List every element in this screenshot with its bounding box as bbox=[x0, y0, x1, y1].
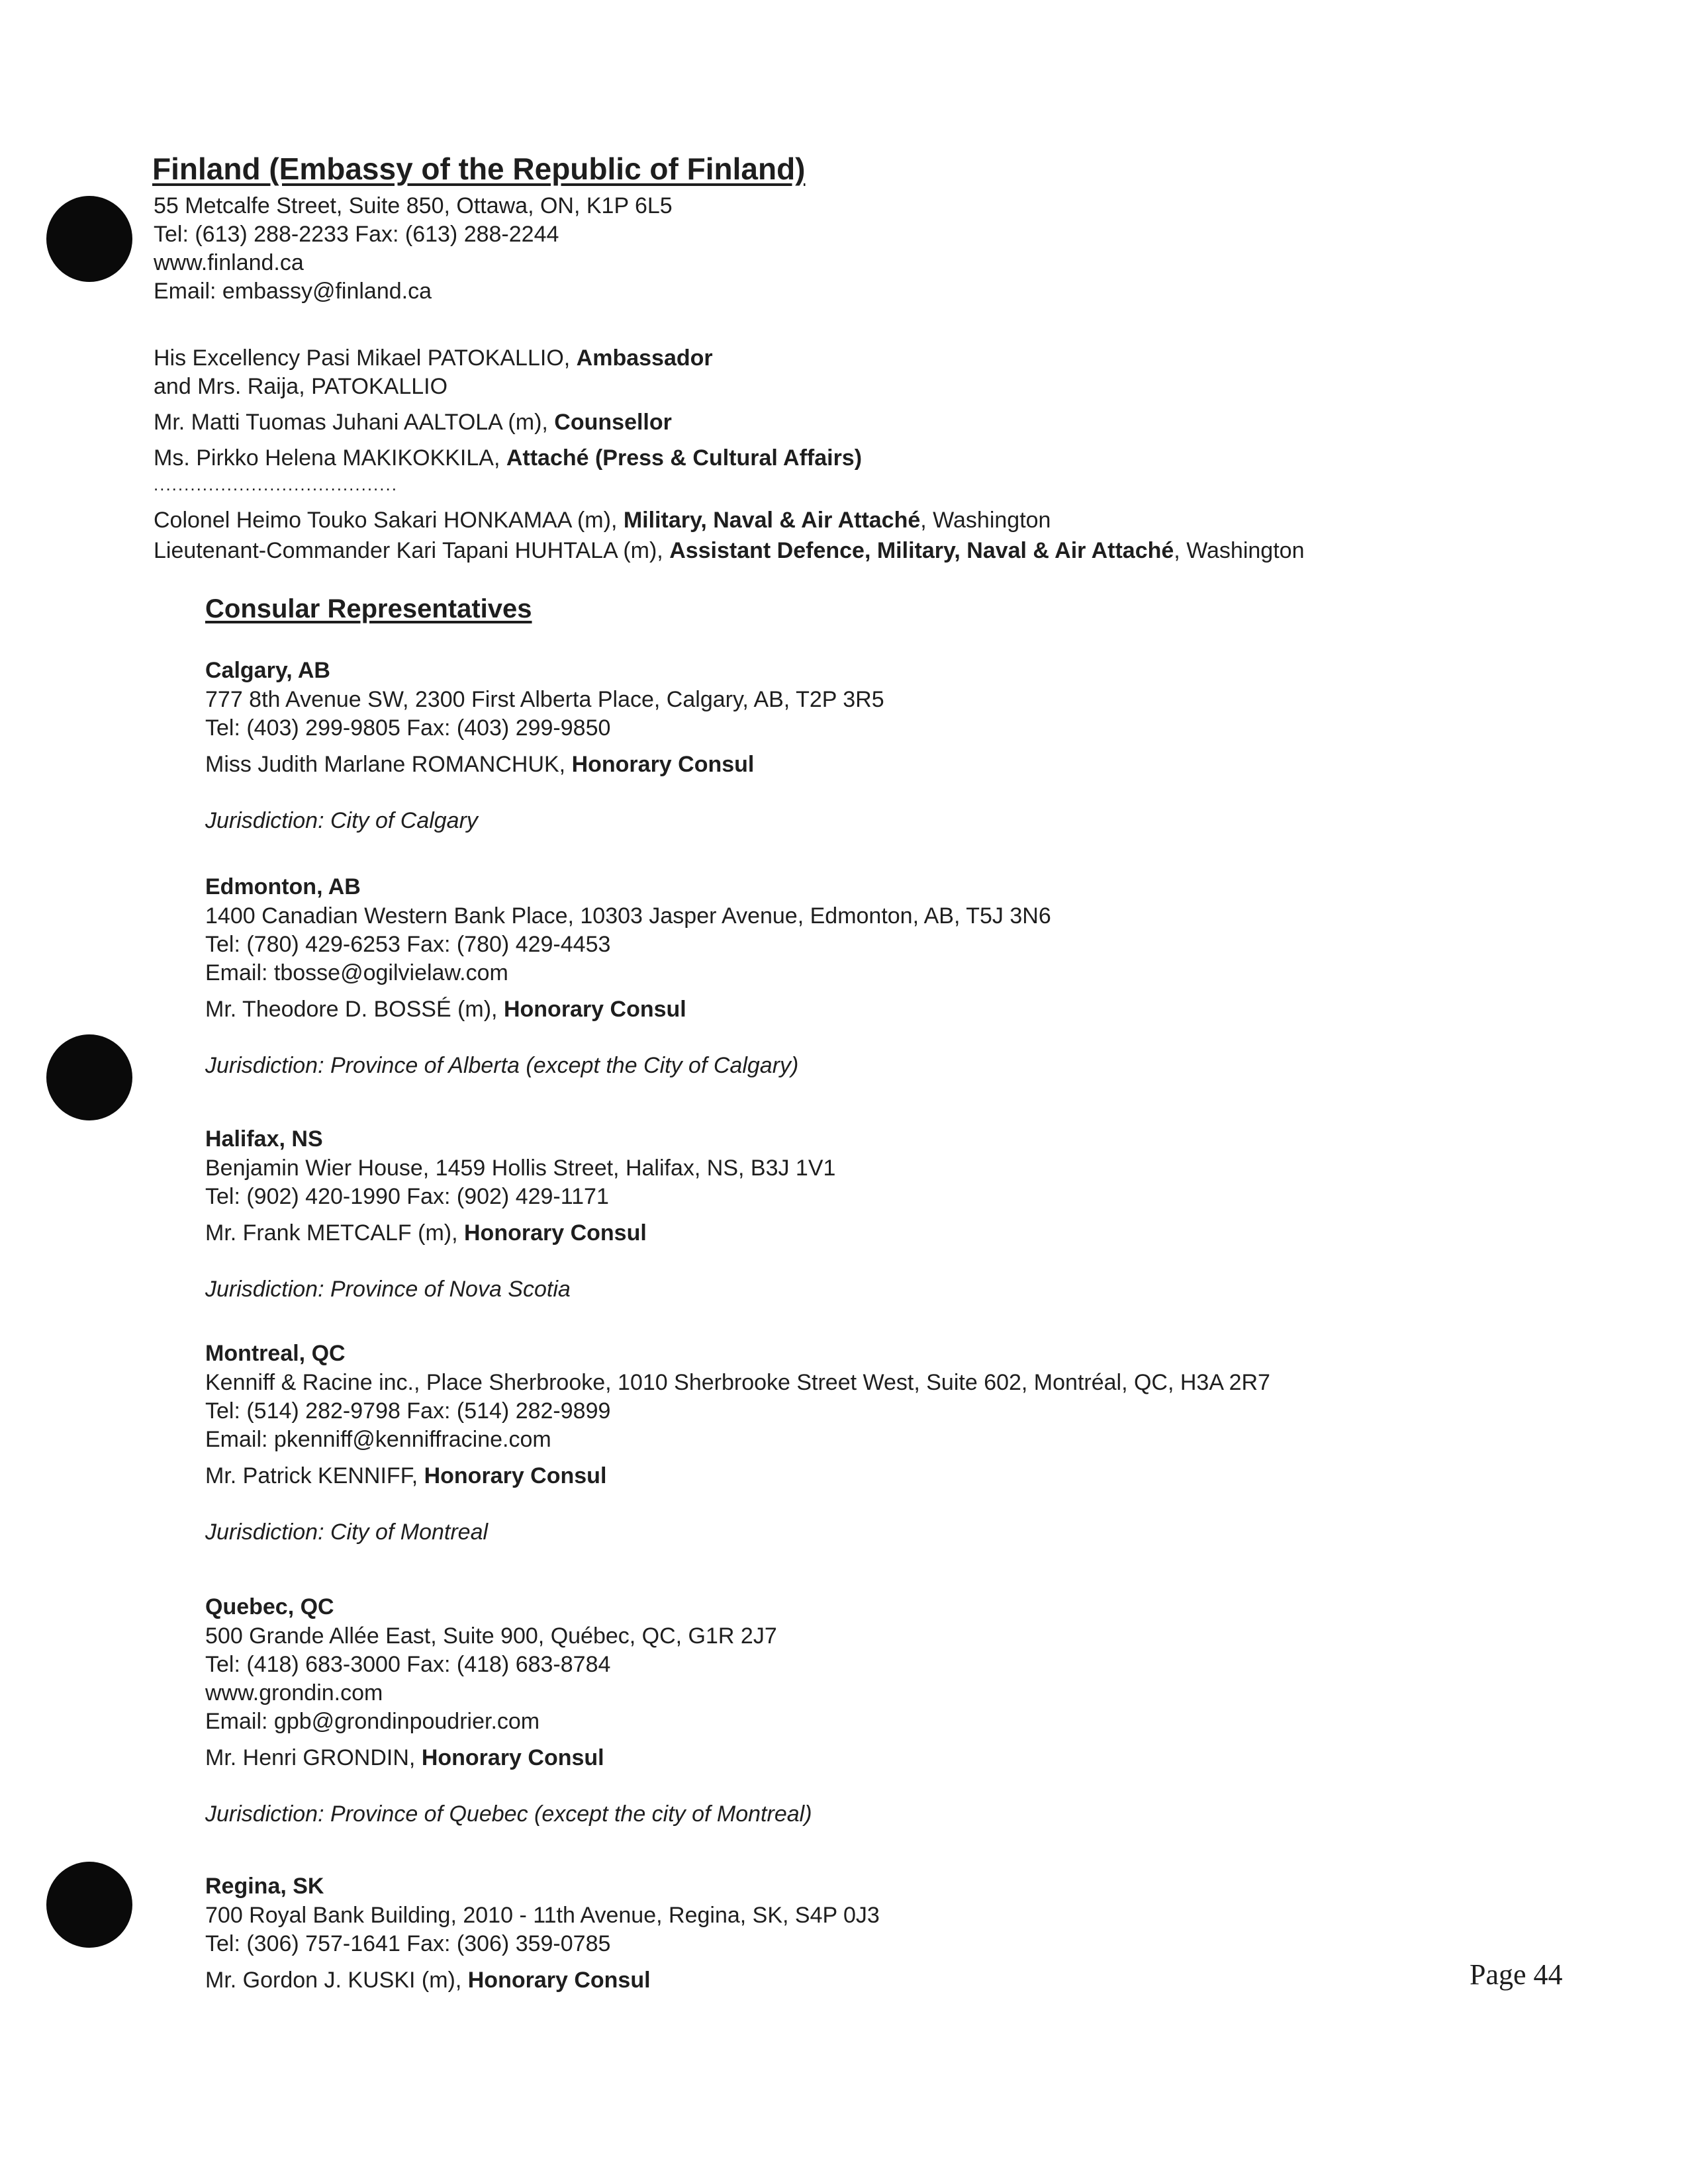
consulate-address: Benjamin Wier House, 1459 Hollis Street, Halifax, NS, B3J 1V1 bbox=[205, 1156, 836, 1181]
consulate-tel-fax: Tel: (403) 299-9805 Fax: (403) 299-9850 bbox=[205, 715, 611, 741]
consulate-email: Email: gpb@grondinpoudrier.com bbox=[205, 1709, 540, 1734]
punch-hole bbox=[46, 196, 132, 282]
embassy-address: 55 Metcalfe Street, Suite 850, Ottawa, ON, K1P 6L5 bbox=[154, 193, 673, 218]
embassy-website: www.finland.ca bbox=[154, 250, 304, 275]
attache-name: Lieutenant-Commander Kari Tapani HUHTALA (m), bbox=[154, 538, 670, 563]
consulate-tel-fax: Tel: (418) 683-3000 Fax: (418) 683-8784 bbox=[205, 1652, 611, 1677]
attache-title: Assistant Defence, Military, Naval & Air Attaché bbox=[669, 538, 1174, 563]
consular-heading: Consular Representatives bbox=[205, 594, 532, 623]
attache-list bbox=[154, 505, 1304, 566]
consul-name: Mr. Patrick KENNIFF, bbox=[205, 1463, 424, 1488]
consul-name: Mr. Henri GRONDIN, bbox=[205, 1745, 422, 1770]
attache-name: Colonel Heimo Touko Sakari HONKAMAA (m), bbox=[154, 508, 624, 533]
consul-entry bbox=[205, 1966, 880, 1995]
consulate-email: Email: tbosse@ogilvielaw.com bbox=[205, 960, 508, 985]
punch-hole bbox=[46, 1034, 132, 1120]
consulate-address: 500 Grande Allée East, Suite 900, Québec, QC, G1R 2J7 bbox=[205, 1623, 777, 1649]
consulate-jurisdiction: Jurisdiction: Province of Alberta (except the City of Calgary) bbox=[205, 1053, 799, 1078]
staff-entry bbox=[154, 444, 862, 473]
consul-role: Honorary Consul bbox=[421, 1745, 604, 1770]
consulate-website: www.grondin.com bbox=[205, 1680, 383, 1706]
staff-entry bbox=[154, 373, 862, 401]
consulate-city: Calgary, AB bbox=[205, 658, 330, 683]
consul-entry bbox=[205, 751, 884, 779]
consulate-city: Quebec, QC bbox=[205, 1594, 334, 1619]
consulate-halifax bbox=[205, 1124, 835, 1304]
consul-role: Honorary Consul bbox=[467, 1968, 651, 1993]
consul-entry bbox=[205, 995, 1051, 1024]
consulate-tel-fax: Tel: (780) 429-6253 Fax: (780) 429-4453 bbox=[205, 932, 611, 957]
consul-name: Mr. Gordon J. KUSKI (m), bbox=[205, 1968, 468, 1993]
consulate-jurisdiction: Jurisdiction: Province of Nova Scotia bbox=[205, 1277, 571, 1302]
staff-entry bbox=[154, 344, 862, 373]
consulate-regina bbox=[205, 1871, 880, 1995]
consul-name: Miss Judith Marlane ROMANCHUK, bbox=[205, 752, 572, 777]
consulate-city: Montreal, QC bbox=[205, 1341, 346, 1366]
consul-entry bbox=[205, 1219, 835, 1248]
attache-location: , Washington bbox=[920, 508, 1051, 533]
consul-name: Mr. Theodore D. BOSSÉ (m), bbox=[205, 997, 504, 1022]
consulate-jurisdiction: Jurisdiction: Province of Quebec (except the city of Montreal) bbox=[205, 1801, 812, 1827]
attache-entry bbox=[154, 505, 1304, 535]
staff-title: Attaché (Press & Cultural Affairs) bbox=[506, 445, 863, 471]
consulate-tel-fax: Tel: (514) 282-9798 Fax: (514) 282-9899 bbox=[205, 1398, 611, 1424]
staff-title: Counsellor bbox=[554, 410, 672, 435]
staff-name: Ms. Pirkko Helena MAKIKOKKILA, bbox=[154, 445, 506, 471]
consulate-city: Halifax, NS bbox=[205, 1126, 323, 1152]
consul-entry bbox=[205, 1462, 1270, 1490]
consul-role: Honorary Consul bbox=[464, 1220, 647, 1246]
consulate-quebec bbox=[205, 1592, 812, 1829]
consulate-tel-fax: Tel: (902) 420-1990 Fax: (902) 429-1171 bbox=[205, 1184, 609, 1209]
consulate-jurisdiction: Jurisdiction: City of Montreal bbox=[205, 1520, 489, 1545]
consulate-jurisdiction: Jurisdiction: City of Calgary bbox=[205, 808, 478, 833]
staff-name: His Excellency Pasi Mikael PATOKALLIO, bbox=[154, 345, 577, 371]
consulate-email: Email: pkenniff@kenniffracine.com bbox=[205, 1427, 551, 1452]
separator: ........................................ bbox=[154, 475, 398, 494]
embassy-email: Email: embassy@finland.ca bbox=[154, 279, 432, 304]
consulate-address: Kenniff & Racine inc., Place Sherbrooke, 1010 Sherbrooke Street West, Suite 602, Montréal, QC, H3A 2R7 bbox=[205, 1370, 1270, 1395]
embassy-staff-list bbox=[154, 344, 862, 473]
consulate-edmonton bbox=[205, 872, 1051, 1080]
consulate-calgary bbox=[205, 655, 884, 835]
page-title: Finland (Embassy of the Republic of Finland) bbox=[152, 152, 806, 186]
attache-title: Military, Naval & Air Attaché bbox=[623, 508, 921, 533]
consulate-address: 777 8th Avenue SW, 2300 First Alberta Place, Calgary, AB, T2P 3R5 bbox=[205, 687, 884, 712]
consul-name: Mr. Frank METCALF (m), bbox=[205, 1220, 464, 1246]
attache-location: , Washington bbox=[1174, 538, 1305, 563]
consulate-city: Regina, SK bbox=[205, 1874, 324, 1899]
consul-role: Honorary Consul bbox=[571, 752, 755, 777]
staff-title: Ambassador bbox=[576, 345, 713, 371]
consulate-address: 1400 Canadian Western Bank Place, 10303 Jasper Avenue, Edmonton, AB, T5J 3N6 bbox=[205, 903, 1051, 929]
embassy-contact bbox=[154, 192, 673, 306]
consulate-tel-fax: Tel: (306) 757-1641 Fax: (306) 359-0785 bbox=[205, 1931, 611, 1956]
punch-hole bbox=[46, 1862, 132, 1948]
embassy-tel-fax: Tel: (613) 288-2233 Fax: (613) 288-2244 bbox=[154, 222, 559, 247]
consul-role: Honorary Consul bbox=[503, 997, 686, 1022]
attache-entry bbox=[154, 535, 1304, 566]
consul-role: Honorary Consul bbox=[424, 1463, 607, 1488]
staff-entry bbox=[154, 408, 862, 437]
consulate-montreal bbox=[205, 1338, 1270, 1547]
consul-entry bbox=[205, 1744, 812, 1772]
page-number: Page 44 bbox=[1470, 1958, 1563, 1991]
consulate-city: Edmonton, AB bbox=[205, 874, 361, 899]
staff-name: and Mrs. Raija, PATOKALLIO bbox=[154, 374, 448, 399]
staff-name: Mr. Matti Tuomas Juhani AALTOLA (m), bbox=[154, 410, 555, 435]
consulate-address: 700 Royal Bank Building, 2010 - 11th Avenue, Regina, SK, S4P 0J3 bbox=[205, 1903, 880, 1928]
